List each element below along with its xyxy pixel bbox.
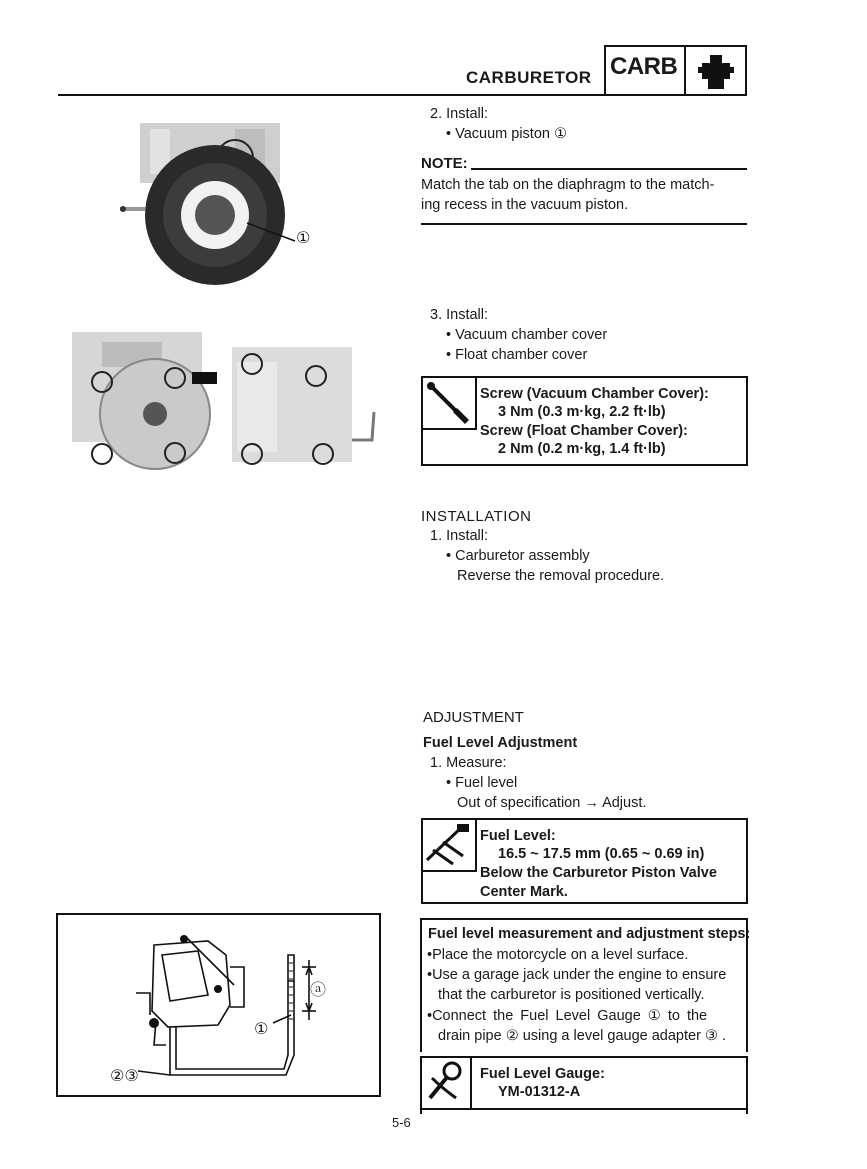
carb-badge <box>604 45 747 96</box>
step3-install: 3. Install: <box>430 307 489 323</box>
tool-box <box>420 1056 748 1114</box>
fuel-level-spec-line-3: Below the Carburetor Piston Valve <box>480 865 717 881</box>
step2-item: • Vacuum piston ① <box>446 126 567 142</box>
fuel-gauge-diagram-frame <box>56 913 381 1097</box>
step2-install: 2. Install: <box>430 106 489 122</box>
page-number: 5-6 <box>392 1115 411 1130</box>
fig3-callout-1: ① <box>254 1021 269 1038</box>
note-rule-bottom <box>421 223 747 225</box>
torque-spec-line-1: Screw (Vacuum Chamber Cover): <box>480 386 709 402</box>
covers-photo <box>62 322 382 472</box>
fuel-gauge-diagram <box>58 915 379 1095</box>
steps-line-1: •Place the motorcycle on a level surface. <box>427 947 689 963</box>
note-line-1: Match the tab on the diaphragm to the match- <box>421 177 715 193</box>
installation-detail: Reverse the removal procedure. <box>457 568 665 584</box>
fuel-level-spec-line-4: Center Mark. <box>480 884 568 900</box>
steps-line-3: that the carburetor is positioned vertically. <box>438 987 705 1003</box>
adjustment-heading: ADJUSTMENT <box>423 709 524 726</box>
fig3-callout-a: ⓐ <box>310 982 327 999</box>
torque-spec-line-2: 3 Nm (0.3 m·kg, 2.2 ft·lb) <box>498 404 666 420</box>
adjustment-detail: Out of specification → Adjust. <box>457 795 647 811</box>
installation-heading: INSTALLATION <box>421 508 532 525</box>
tool-box-line-2: YM-01312-A <box>498 1084 581 1100</box>
steps-line-2: •Use a garage jack under the engine to ensure <box>427 967 727 983</box>
torque-spec-line-4: 2 Nm (0.2 m·kg, 1.4 ft·lb) <box>498 441 666 457</box>
caliper-icon <box>423 820 477 872</box>
steps-line-4: •Connect the Fuel Level Gauge ① to the <box>427 1008 708 1024</box>
header-rule <box>58 94 608 96</box>
carb-badge-label: CARB <box>610 53 678 80</box>
note-line-2: ing recess in the vacuum piston. <box>421 197 629 213</box>
note-label: NOTE: <box>421 155 468 172</box>
carburetor-icon <box>688 49 744 93</box>
adjustment-item: • Fuel level <box>446 775 518 791</box>
tool-box-line-1: Fuel Level Gauge: <box>480 1066 605 1082</box>
step3-item-2: • Float chamber cover <box>446 347 588 363</box>
section-title: CARBURETOR <box>466 68 592 87</box>
torque-spec-line-3: Screw (Float Chamber Cover): <box>480 423 688 439</box>
fuel-level-spec-line-1: Fuel Level: <box>480 828 556 844</box>
torque-wrench-icon <box>423 378 477 430</box>
fuel-level-spec-line-2: 16.5 ~ 17.5 mm (0.65 ~ 0.69 in) <box>498 846 705 862</box>
installation-item: • Carburetor assembly <box>446 548 590 564</box>
torque-spec-box <box>421 376 748 466</box>
adjustment-subheading: Fuel Level Adjustment <box>423 735 578 751</box>
fig3-callout-23: ②③ <box>110 1068 139 1085</box>
steps-title: Fuel level measurement and adjustment steps: <box>428 926 751 942</box>
fig1-callout: ① <box>296 230 311 247</box>
fuel-level-spec-box <box>421 818 748 904</box>
step3-item-1: • Vacuum chamber cover <box>446 327 608 343</box>
adjustment-measure: 1. Measure: <box>430 755 507 771</box>
note-rule-top <box>471 168 747 170</box>
vacuum-piston-photo <box>115 115 315 290</box>
tool-box-bottom-rule <box>470 1108 746 1110</box>
installation-install: 1. Install: <box>430 528 489 544</box>
wrench-tool-icon <box>422 1058 472 1110</box>
carb-badge-divider <box>684 47 686 94</box>
steps-box <box>420 918 751 1052</box>
steps-line-5: drain pipe ② using a level gauge adapter ③ . <box>438 1028 726 1044</box>
